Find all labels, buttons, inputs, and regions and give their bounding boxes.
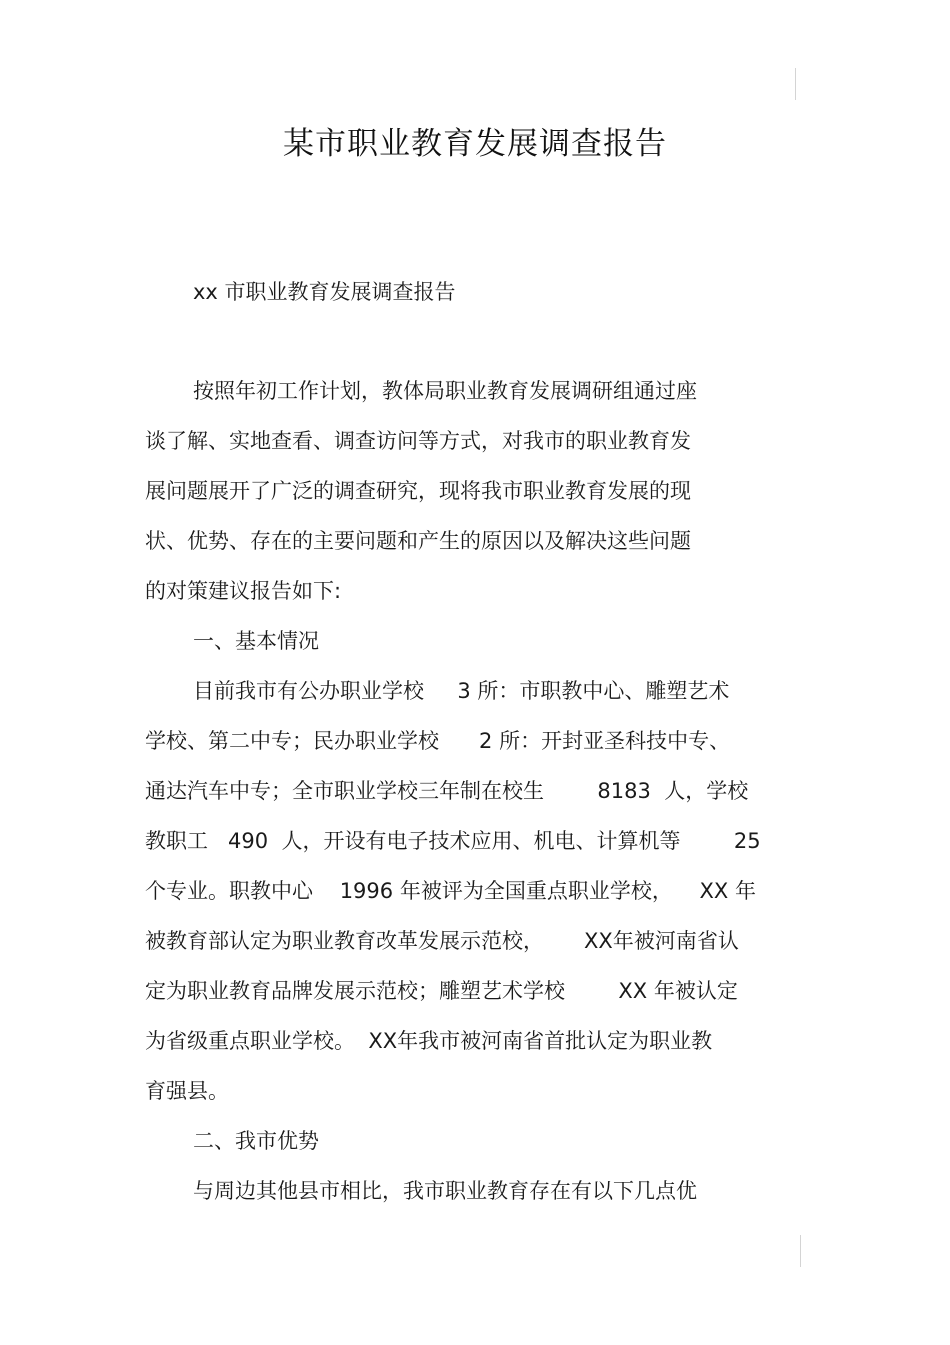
crop-mark-top xyxy=(795,68,796,100)
body-line: 通达汽车中专；全市职业学校三年制在校生 8183 人，学校 xyxy=(145,779,749,803)
body-line: 状、优势、存在的主要问题和产生的原因以及解决这些问题 xyxy=(145,529,691,553)
body-line: 的对策建议报告如下: xyxy=(145,579,342,603)
body-line: 被教育部认定为职业教育改革发展示范校， XX年被河南省认 xyxy=(145,929,739,953)
crop-mark-bottom xyxy=(800,1235,801,1267)
body-line: 学校、第二中专；民办职业学校 2 所：开封亚圣科技中专、 xyxy=(145,729,731,753)
section-heading: 一、基本情况 xyxy=(193,629,319,653)
body-line: 定为职业教育品牌发展示范校；雕塑艺术学校 XX 年被认定 xyxy=(145,979,738,1003)
body-line: 教职工 490 人，开设有电子技术应用、机电、计算机等 25 xyxy=(145,829,761,853)
document-title: 某市职业教育发展调查报告 xyxy=(283,126,667,162)
body-line: 目前我市有公办职业学校 3 所：市职教中心、雕塑艺术 xyxy=(193,679,730,703)
body-line: 与周边其他县市相比，我市职业教育存在有以下几点优 xyxy=(193,1179,697,1203)
body-line: 育强县。 xyxy=(145,1079,229,1103)
body-line: 谈了解、实地查看、调查访问等方式，对我市的职业教育发 xyxy=(145,429,691,453)
body-line: 为省级重点职业学校。 XX年我市被河南省首批认定为职业教 xyxy=(145,1029,713,1053)
section-heading: 二、我市优势 xyxy=(193,1129,319,1153)
document-subtitle: xx 市职业教育发展调查报告 xyxy=(193,280,456,304)
body-line: 展问题展开了广泛的调查研究，现将我市职业教育发展的现 xyxy=(145,479,691,503)
body-line: 按照年初工作计划，教体局职业教育发展调研组通过座 xyxy=(193,379,697,403)
body-line: 个专业。职教中心 1996 年被评为全国重点职业学校， XX 年 xyxy=(145,879,756,903)
